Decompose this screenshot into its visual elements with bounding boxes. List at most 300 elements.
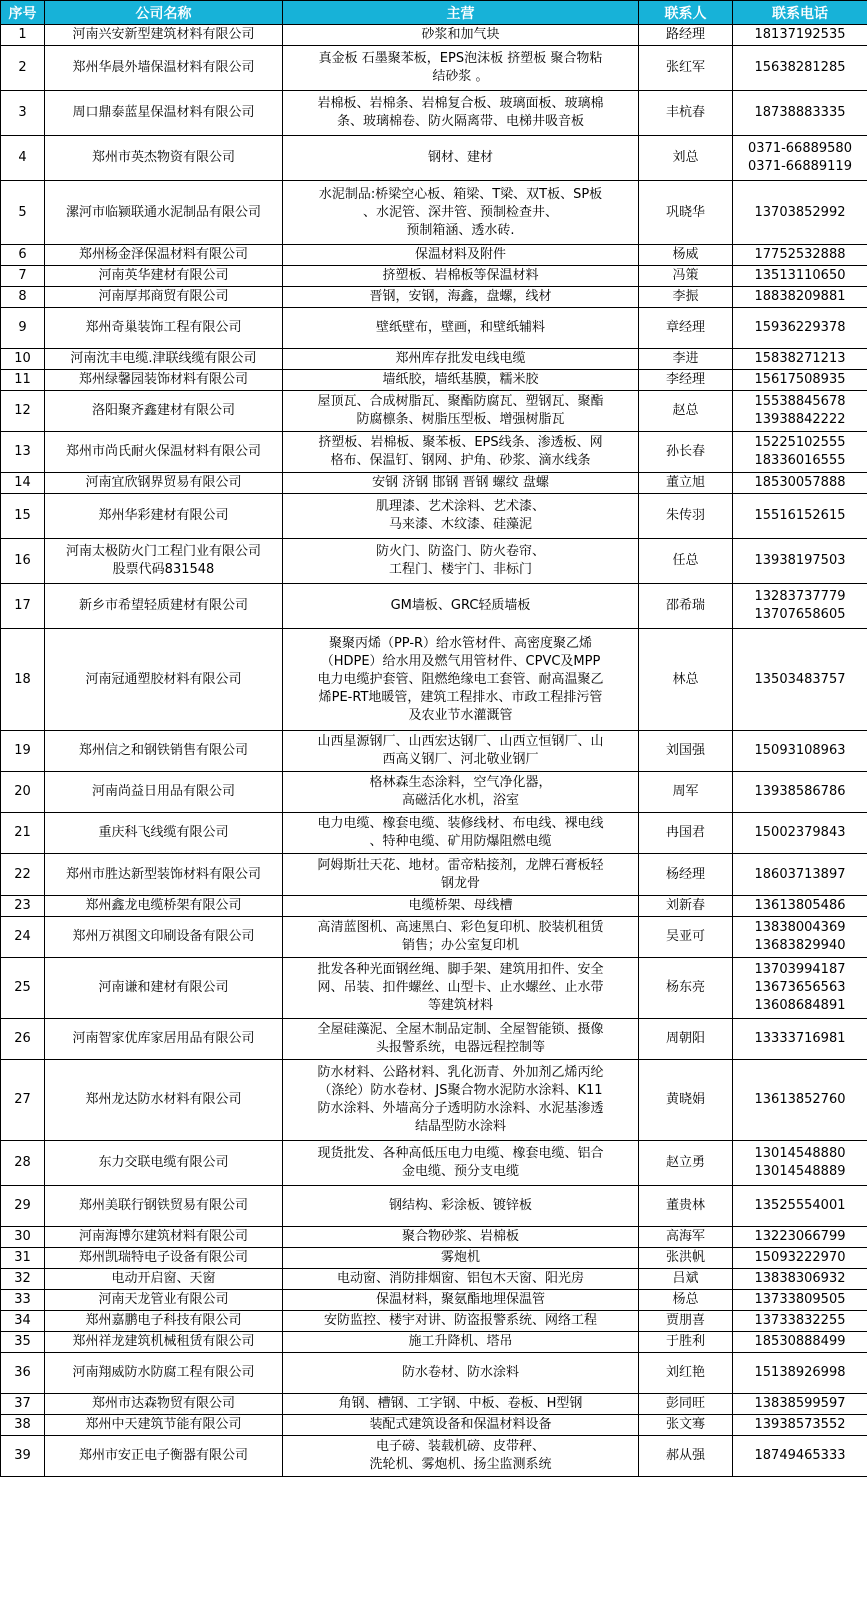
row-number: 24: [1, 917, 45, 958]
main-business-line: 山西星源钢厂、山西宏达钢厂、山西立恒钢厂、山: [317, 734, 604, 749]
company-name: [45, 584, 283, 629]
contact-person: 路经理: [639, 25, 733, 46]
company-name: [45, 958, 283, 1019]
phone-number: 17752532888: [754, 247, 846, 262]
main-business: [283, 1290, 639, 1311]
phone-number: 13683829940: [754, 938, 846, 953]
table-row: [1, 1394, 867, 1415]
main-business: [283, 772, 639, 813]
contact-phone: [733, 494, 867, 539]
contact-phone: [733, 917, 867, 958]
main-business-line: 结晶型防水涂料: [414, 1119, 506, 1134]
table-row: [1, 1186, 867, 1227]
company-name-line: 郑州市尚氏耐火保温材料有限公司: [65, 444, 261, 459]
main-business-line: 、水泥管、深井管、预制检查井、: [362, 204, 558, 220]
company-name-line: 郑州信之和钢铁销售有限公司: [78, 743, 248, 758]
row-number: 10: [1, 349, 45, 370]
phone-number: 15093108963: [754, 743, 846, 758]
company-name-line: 东力交联电缆有限公司: [98, 1155, 229, 1170]
contact-person: 林总: [639, 629, 733, 731]
phone-number: 13283737779: [754, 589, 846, 604]
row-number: 12: [1, 391, 45, 432]
header-contact: 联系人: [639, 1, 733, 25]
row-number: 20: [1, 772, 45, 813]
main-business: [283, 1394, 639, 1415]
company-name-line: 河南宜欣钢界贸易有限公司: [85, 475, 242, 490]
main-business-line: 防水材料、公路材料、乳化沥青、外加剂乙烯丙纶: [317, 1065, 604, 1080]
main-business-line: 电动窗、消防排烟窗、铝包木天窗、阳光房: [336, 1271, 584, 1286]
main-business-line: 屋顶瓦、合成树脂瓦、聚酯防腐瓦、塑钢瓦、聚酯: [317, 394, 604, 409]
contact-phone: [733, 136, 867, 181]
row-number: 27: [1, 1060, 45, 1141]
contact-phone: [733, 266, 867, 287]
company-name: [45, 494, 283, 539]
phone-number: 13703994187: [754, 962, 846, 977]
main-business-line: 安钢 济钢 邯钢 晋钢 螺纹 盘螺: [372, 475, 549, 490]
main-business-line: 聚合物砂浆、岩棉板: [401, 1229, 519, 1244]
main-business: [283, 1248, 639, 1269]
table-row: [1, 46, 867, 91]
table-row: [1, 1269, 867, 1290]
phone-number: 18137192535: [754, 27, 846, 42]
phone-number: 18749465333: [754, 1448, 846, 1463]
company-name-line: 河南兴安新型建筑材料有限公司: [72, 27, 255, 42]
table-row: [1, 1353, 867, 1394]
main-business-line: 水泥制品:桥梁空心板、箱梁、T梁、双T板、SP板: [318, 186, 603, 202]
main-business: [283, 349, 639, 370]
company-name-line: 重庆科飞线缆有限公司: [98, 825, 229, 840]
company-name-line: 郑州市安正电子衡器有限公司: [78, 1448, 248, 1463]
main-business-line: 防火门、防盗门、防火卷帘、: [375, 544, 545, 559]
company-name-line: 河南天龙管业有限公司: [98, 1292, 229, 1307]
company-name: [45, 1141, 283, 1186]
phone-number: 18336016555: [754, 453, 846, 468]
company-name: [45, 245, 283, 266]
company-name: [45, 25, 283, 46]
contact-person: 刘总: [639, 136, 733, 181]
contact-phone: [733, 91, 867, 136]
main-business: [283, 1415, 639, 1436]
company-name-line: 电动开启窗、天窗: [111, 1271, 216, 1286]
company-name: [45, 432, 283, 473]
row-number: 9: [1, 308, 45, 349]
contact-phone: [733, 731, 867, 772]
phone-number: 13733809505: [754, 1292, 846, 1307]
main-business: [283, 1186, 639, 1227]
table-row: [1, 731, 867, 772]
main-business-line: 晋钢，安钢，海鑫，盘螺，线材: [369, 289, 552, 304]
main-business-line: 钢结构、彩涂板、镀锌板: [388, 1198, 532, 1213]
main-business-line: 网、吊装、扣件螺丝、山型卡、止水螺丝、止水带: [317, 980, 604, 995]
main-business-line: 聚聚丙烯（PP-R）给水管材件、高密度聚乙烯: [328, 635, 593, 651]
row-number: 15: [1, 494, 45, 539]
table-row: [1, 539, 867, 584]
main-business-line: 装配式建筑设备和保温材料设备: [369, 1417, 552, 1432]
company-name: [45, 370, 283, 391]
contact-person: 周军: [639, 772, 733, 813]
contact-phone: [733, 308, 867, 349]
company-name: [45, 917, 283, 958]
company-name: [45, 473, 283, 494]
phone-number: 13733832255: [754, 1313, 846, 1328]
company-name: [45, 266, 283, 287]
table-row: [1, 245, 867, 266]
main-business-line: 保温材料及附件: [414, 247, 506, 262]
table-row: [1, 772, 867, 813]
main-business: [283, 494, 639, 539]
contact-phone: [733, 349, 867, 370]
row-number: 18: [1, 629, 45, 731]
main-business-line: 金电缆、预分支电缆: [401, 1164, 519, 1179]
main-business-line: 角钢、槽钢、工字钢、中板、卷板、H型钢: [338, 1396, 583, 1411]
phone-number: 15002379843: [754, 825, 846, 840]
main-business: [283, 629, 639, 731]
main-business: [283, 245, 639, 266]
contact-phone: [733, 772, 867, 813]
contact-phone: [733, 1332, 867, 1353]
main-business-line: 钢材、建材: [427, 150, 493, 165]
phone-number: 13673656563: [754, 980, 846, 995]
table-row: [1, 1019, 867, 1060]
row-number: 31: [1, 1248, 45, 1269]
phone-number: 18603713897: [754, 866, 846, 882]
main-business-line: 工程门、楼宇门、非标门: [388, 562, 532, 577]
company-name: [45, 1436, 283, 1477]
contact-phone: [733, 1394, 867, 1415]
company-name-line: 郑州华晨外墙保温材料有限公司: [72, 60, 255, 75]
main-business-line: 高清蓝图机、高速黑白、彩色复印机、胶装机租赁: [317, 920, 604, 935]
company-name-line: 郑州奇巢装饰工程有限公司: [85, 320, 242, 335]
contact-person: 赵立勇: [639, 1141, 733, 1186]
main-business-line: 真金板 石墨聚苯板，EPS泡沫板 挤塑板 聚合物粘: [318, 51, 603, 66]
main-business: [283, 432, 639, 473]
main-business-line: 及农业节水灌溉管: [408, 707, 513, 723]
contact-phone: [733, 1248, 867, 1269]
row-number: 28: [1, 1141, 45, 1186]
company-name-line: 洛阳聚齐鑫建材有限公司: [91, 403, 235, 418]
contact-phone: [733, 584, 867, 629]
phone-number: 15617508935: [754, 372, 846, 387]
phone-number: 18530057888: [754, 475, 846, 490]
main-business: [283, 1332, 639, 1353]
company-name-line: 河南谦和建材有限公司: [98, 980, 229, 995]
phone-number: 13838599597: [754, 1396, 846, 1411]
contact-person: 张文骞: [639, 1415, 733, 1436]
row-number: 2: [1, 46, 45, 91]
company-name-line: 郑州华彩建材有限公司: [98, 508, 229, 523]
table-row: [1, 91, 867, 136]
phone-number: 13938842222: [754, 412, 846, 427]
main-business: [283, 181, 639, 245]
main-business-line: 安防监控、楼宇对讲、防盗报警系统、网络工程: [323, 1313, 597, 1328]
company-name: [45, 629, 283, 731]
main-business-line: 马来漆、木纹漆、硅藻泥: [388, 517, 532, 532]
table-row: [1, 287, 867, 308]
phone-number: 15516152615: [754, 508, 846, 523]
main-business-line: 防水卷材、防水涂料: [401, 1365, 519, 1380]
company-name: [45, 1019, 283, 1060]
table-row: [1, 181, 867, 245]
company-name-line: 河南厚邦商贸有限公司: [98, 289, 229, 304]
table-row: [1, 494, 867, 539]
main-business: [283, 1060, 639, 1141]
contact-phone: [733, 245, 867, 266]
table-body: [1, 25, 867, 1477]
table-row: [1, 1141, 867, 1186]
company-name: [45, 772, 283, 813]
company-name-line: 郑州绿馨园装饰材料有限公司: [78, 372, 248, 387]
company-name: [45, 1227, 283, 1248]
main-business-line: （HDPE）给水用及燃气用管材件、CPVC及MPP: [320, 653, 601, 669]
table-row: [1, 629, 867, 731]
main-business-line: 销售；办公室复印机: [401, 938, 519, 953]
main-business-line: 等建筑材料: [427, 998, 493, 1013]
row-number: 25: [1, 958, 45, 1019]
table-row: [1, 854, 867, 896]
phone-number: 15538845678: [754, 394, 846, 409]
contact-person: 朱传羽: [639, 494, 733, 539]
contact-person: 邵希瑞: [639, 584, 733, 629]
phone-number: 13938573552: [754, 1417, 846, 1432]
table-row: [1, 473, 867, 494]
main-business: [283, 1353, 639, 1394]
main-business-line: 砂浆和加气块: [421, 27, 500, 42]
main-business-line: 、特种电缆、矿用防爆阻燃电缆: [369, 834, 552, 849]
table-row: [1, 958, 867, 1019]
main-business-line: 电缆桥架、母线槽: [408, 898, 513, 913]
company-name-line: 郑州凯瑞特电子设备有限公司: [78, 1250, 248, 1265]
contact-phone: [733, 1436, 867, 1477]
main-business-line: 挤塑板、岩棉板、聚苯板、EPS线条、渗透板、网: [318, 435, 603, 450]
main-business-line: 格林森生态涂料，空气净化器，: [369, 775, 552, 790]
contact-person: 巩晓华: [639, 181, 733, 245]
contact-phone: [733, 813, 867, 854]
contact-person: 刘国强: [639, 731, 733, 772]
phone-number: 13223066799: [754, 1229, 846, 1244]
company-name-line: 河南智家优库家居用品有限公司: [72, 1031, 255, 1046]
main-business: [283, 308, 639, 349]
company-name-line: 河南冠通塑胶材料有限公司: [85, 671, 242, 687]
main-business: [283, 854, 639, 896]
company-name: [45, 1290, 283, 1311]
main-business-line: 岩棉板、岩棉条、岩棉复合板、玻璃面板、玻璃棉: [317, 96, 604, 111]
contact-person: 董贵林: [639, 1186, 733, 1227]
row-number: 36: [1, 1353, 45, 1394]
company-name: [45, 539, 283, 584]
main-business-line: 现货批发、各种高低压电力电缆、橡套电缆、铝合: [317, 1146, 604, 1161]
contact-person: 李经理: [639, 370, 733, 391]
contact-person: 董立旭: [639, 473, 733, 494]
header-business: 主营: [283, 1, 639, 25]
table-row: [1, 349, 867, 370]
table-row: [1, 1332, 867, 1353]
company-name: [45, 308, 283, 349]
company-name-line: 周口鼎泰蓝星保温材料有限公司: [72, 105, 255, 120]
main-business-line: 批发各种光面钢丝绳、脚手架、建筑用扣件、安全: [317, 962, 604, 977]
company-name: [45, 1353, 283, 1394]
company-name: [45, 854, 283, 896]
company-name-line: 河南太极防火门工程门业有限公司: [65, 544, 261, 559]
table-row: [1, 1311, 867, 1332]
row-number: 26: [1, 1019, 45, 1060]
company-name: [45, 287, 283, 308]
main-business: [283, 584, 639, 629]
table-row: [1, 25, 867, 46]
row-number: 6: [1, 245, 45, 266]
main-business-line: 壁纸壁布，壁画，和壁纸辅料: [375, 320, 545, 335]
main-business: [283, 1019, 639, 1060]
table-row: [1, 896, 867, 917]
contact-person: 刘红艳: [639, 1353, 733, 1394]
main-business-line: 防腐檩条、树脂压型板、增强树脂瓦: [356, 412, 565, 427]
row-number: 35: [1, 1332, 45, 1353]
company-name-line: 新乡市希望轻质建材有限公司: [78, 598, 248, 613]
phone-number: 13707658605: [754, 607, 846, 622]
contact-person: 杨威: [639, 245, 733, 266]
contact-person: 杨总: [639, 1290, 733, 1311]
contact-phone: [733, 896, 867, 917]
company-name-line: 郑州龙达防水材料有限公司: [85, 1092, 242, 1107]
row-number: 17: [1, 584, 45, 629]
main-business-line: 烯PE-RT地暖管，建筑工程排水、市政工程排污管: [318, 689, 603, 705]
company-name-line: 河南英华建材有限公司: [98, 268, 229, 283]
company-name-line: 郑州鑫龙电缆桥架有限公司: [85, 898, 242, 913]
row-number: 37: [1, 1394, 45, 1415]
main-business-line: 墙纸胶，墙纸基膜，糯米胶: [382, 372, 539, 387]
main-business-line: 防水涂料、外墙高分子透明防水涂料、水泥基渗透: [317, 1101, 604, 1116]
main-business: [283, 136, 639, 181]
main-business-line: 保温材料，聚氨酯地埋保温管: [375, 1292, 545, 1307]
company-name: [45, 731, 283, 772]
phone-number: 0371-66889580: [748, 141, 852, 156]
contact-person: 于胜利: [639, 1332, 733, 1353]
phone-number: 0371-66889119: [748, 159, 852, 174]
main-business: [283, 539, 639, 584]
company-name-line: 郑州市达森物贸有限公司: [91, 1396, 235, 1411]
company-name: [45, 1415, 283, 1436]
row-number: 21: [1, 813, 45, 854]
contact-person: 张红军: [639, 46, 733, 91]
row-number: 38: [1, 1415, 45, 1436]
company-name-line: 郑州万祺图文印刷设备有限公司: [72, 929, 255, 944]
company-name-line: 河南海博尔建筑材料有限公司: [78, 1229, 248, 1244]
company-name: [45, 1248, 283, 1269]
contact-person: 黄晓娟: [639, 1060, 733, 1141]
main-business: [283, 473, 639, 494]
row-number: 33: [1, 1290, 45, 1311]
table-row: [1, 308, 867, 349]
table-row: [1, 917, 867, 958]
main-business: [283, 1141, 639, 1186]
company-name-line: 郑州市英杰物资有限公司: [91, 150, 235, 165]
main-business: [283, 391, 639, 432]
table-row: [1, 1290, 867, 1311]
company-name-line: 股票代码831548: [112, 562, 215, 577]
phone-number: 13838004369: [754, 920, 846, 935]
contact-person: 任总: [639, 539, 733, 584]
table-row: [1, 584, 867, 629]
phone-number: 18738883335: [754, 105, 846, 120]
main-business: [283, 896, 639, 917]
contact-person: 吕斌: [639, 1269, 733, 1290]
row-number: 16: [1, 539, 45, 584]
main-business-line: 郑州库存批发电线电缆: [395, 351, 526, 366]
contact-phone: [733, 1141, 867, 1186]
contact-phone: [733, 629, 867, 731]
main-business-line: 西高义钢厂、河北敬业钢厂: [382, 752, 539, 767]
main-business: [283, 1436, 639, 1477]
company-name: [45, 1332, 283, 1353]
row-number: 22: [1, 854, 45, 896]
contact-person: 刘新春: [639, 896, 733, 917]
contact-person: 丰杭春: [639, 91, 733, 136]
phone-number: 15936229378: [754, 320, 846, 335]
main-business: [283, 1227, 639, 1248]
row-number: 7: [1, 266, 45, 287]
main-business: [283, 25, 639, 46]
phone-number: 13703852992: [754, 204, 846, 220]
phone-number: 13613852760: [754, 1092, 846, 1107]
header-company: 公司名称: [45, 1, 283, 25]
contact-phone: [733, 958, 867, 1019]
phone-number: 18838209881: [754, 289, 846, 304]
contact-person: 贾朋喜: [639, 1311, 733, 1332]
phone-number: 13938197503: [754, 553, 846, 568]
company-name-line: 郑州市胜达新型装饰材料有限公司: [65, 866, 261, 882]
main-business: [283, 46, 639, 91]
company-name-line: 河南翔威防水防腐工程有限公司: [72, 1365, 255, 1380]
contact-person: 高海军: [639, 1227, 733, 1248]
row-number: 8: [1, 287, 45, 308]
contact-person: 张洪帆: [639, 1248, 733, 1269]
phone-number: 15838271213: [754, 351, 846, 366]
phone-number: 15225102555: [754, 435, 846, 450]
contact-phone: [733, 181, 867, 245]
header-phone: 联系电话: [733, 1, 867, 25]
main-business-line: 高磁活化水机，浴室: [401, 793, 519, 808]
row-number: 39: [1, 1436, 45, 1477]
main-business-line: 电力电缆护套管、阻燃绝缘电工套管、耐高温聚乙: [317, 671, 604, 687]
row-number: 32: [1, 1269, 45, 1290]
contact-phone: [733, 25, 867, 46]
main-business: [283, 813, 639, 854]
row-number: 13: [1, 432, 45, 473]
contact-phone: [733, 473, 867, 494]
main-business-line: 施工升降机、塔吊: [408, 1334, 513, 1349]
main-business-line: 阿姆斯壮天花、地材。雷帝粘接剂，龙牌石膏板轻: [317, 857, 604, 873]
phone-number: 13838306932: [754, 1271, 846, 1286]
row-number: 19: [1, 731, 45, 772]
contact-person: 周朝阳: [639, 1019, 733, 1060]
row-number: 5: [1, 181, 45, 245]
contact-phone: [733, 1311, 867, 1332]
row-number: 4: [1, 136, 45, 181]
company-name: [45, 46, 283, 91]
contact-person: 孙长春: [639, 432, 733, 473]
row-number: 14: [1, 473, 45, 494]
company-name-line: 郑州中天建筑节能有限公司: [85, 1417, 242, 1432]
main-business: [283, 917, 639, 958]
main-business: [283, 91, 639, 136]
main-business-line: GM墙板、GRC轻质墙板: [390, 598, 531, 613]
main-business-line: 洗轮机、雾炮机、扬尘监测系统: [369, 1457, 552, 1472]
contact-person: 杨东亮: [639, 958, 733, 1019]
company-name-line: 郑州祥龙建筑机械租赁有限公司: [72, 1334, 255, 1349]
company-name-line: 郑州嘉鹏电子科技有限公司: [85, 1313, 242, 1328]
table-row: [1, 266, 867, 287]
contact-person: 赵总: [639, 391, 733, 432]
phone-number: 13525554001: [754, 1198, 846, 1213]
